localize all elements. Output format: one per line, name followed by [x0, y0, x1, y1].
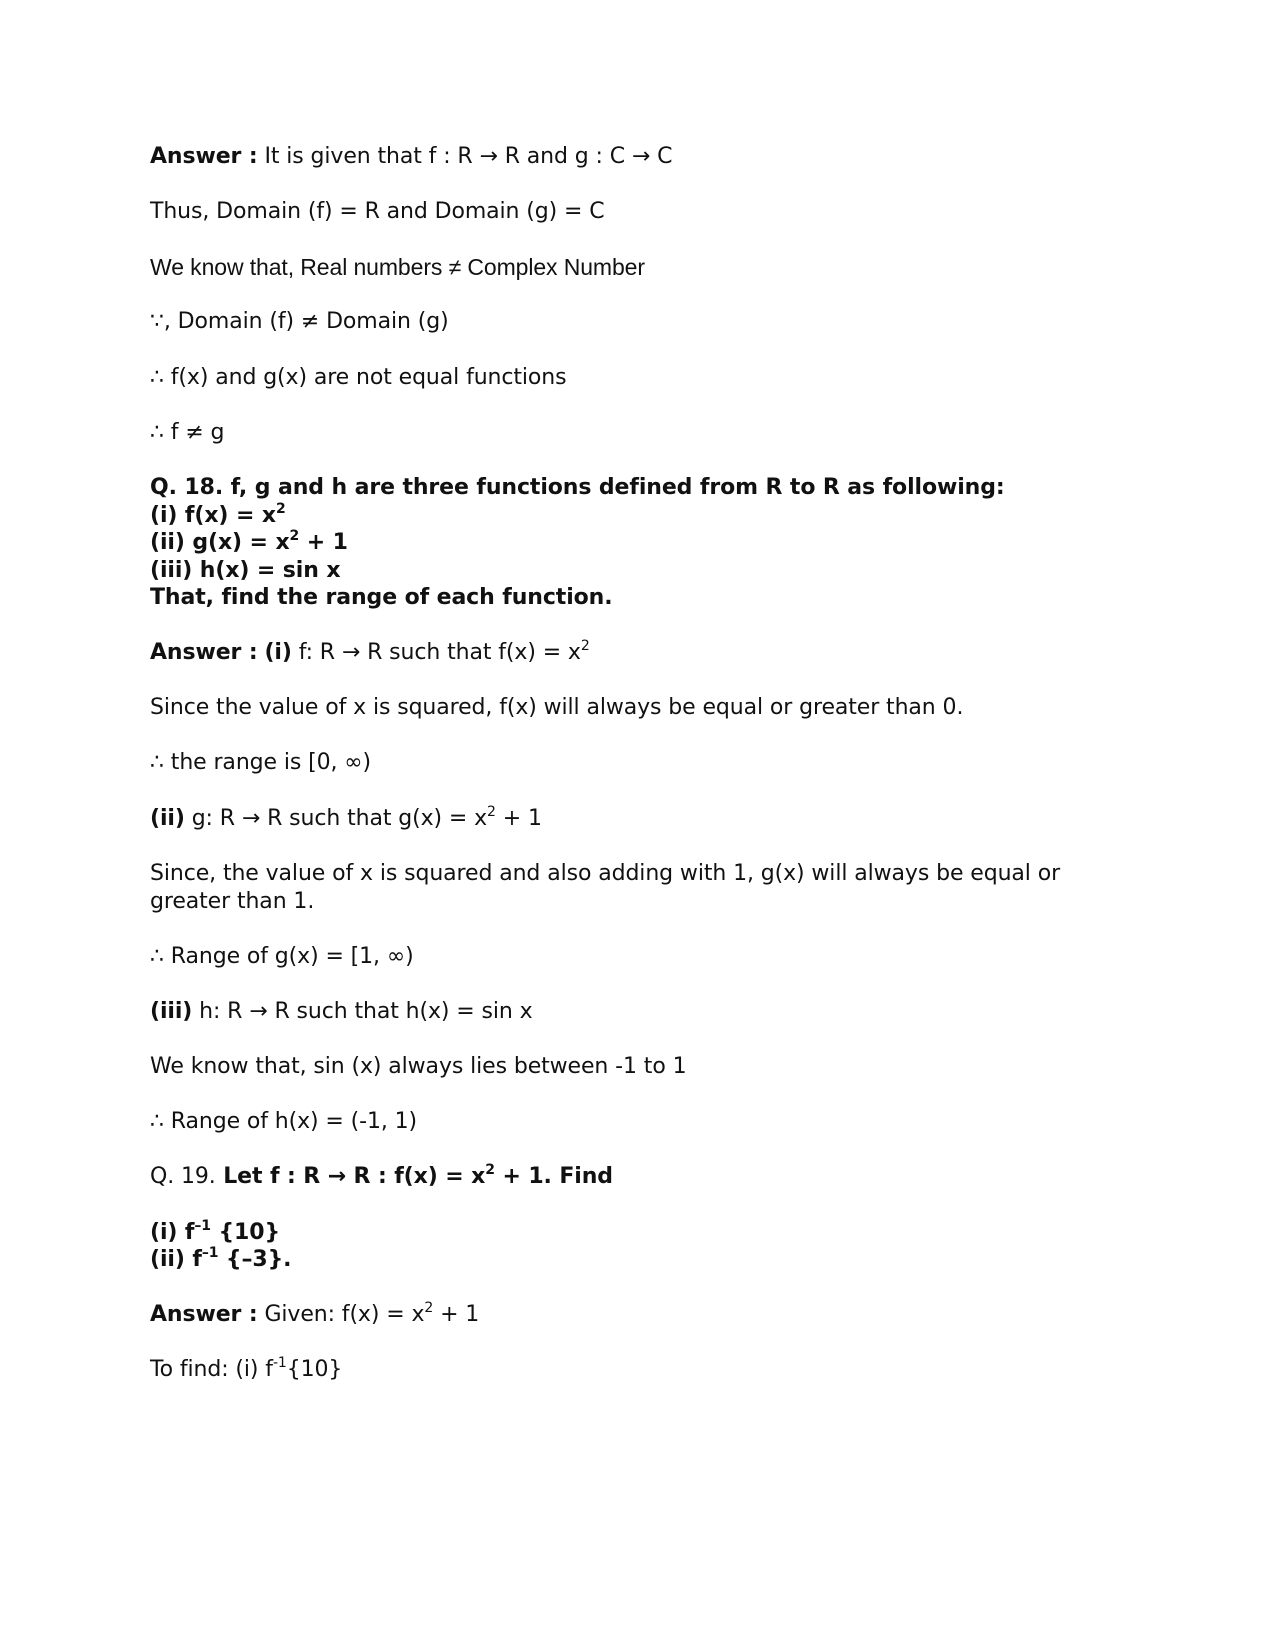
answer-18-range-i: ∴ the range is [0, ∞) [150, 750, 371, 775]
answer-17-intro [150, 143, 672, 171]
answer-text: It is given that f : R → R and g : C → C [264, 144, 673, 169]
question-19-part-ii: (ii) $f^{-1}$ {–3}. [150, 1245, 292, 1272]
answer-19-to-find: To find: (i) $f^{-1}\{10\}$ [150, 1355, 343, 1382]
answer-18-part-i: Answer : (i) f: R → R such that $f(x) = x^2$ [150, 638, 590, 665]
answer-18-part-iii: (iii) h: R → R such that h(x) = sin x [150, 999, 533, 1024]
question-19-part-i: (i) $f^{-1}$ {10} [150, 1218, 281, 1245]
question-18-instruction: That, find the range of each function. [150, 585, 613, 610]
not-equal-functions-statement: ∴ f(x) and g(x) are not equal functions [150, 365, 567, 390]
answer-18-part-ii: (ii) g: R → R such that $g(x) = x^2 + 1$ [150, 804, 542, 831]
answer-19-given: Answer : Given: $f(x) = x^2 + 1$ [150, 1300, 480, 1327]
answer-18-range-ii: ∴ Range of g(x) = [1, ∞) [150, 944, 414, 969]
domain-statement: Thus, Domain (f) = R and Domain (g) = C [150, 199, 605, 224]
f-not-equal-g-statement: ∴ f ≠ g [150, 420, 225, 445]
because-domain-statement: ∵, Domain (f) ≠ Domain (g) [150, 309, 449, 334]
answer-18-reason-iii: We know that, sin (x) always lies between -1 to 1 [150, 1054, 687, 1079]
question-18-part-i: (i) $f(x) = x^2$ [150, 501, 286, 528]
answer-18-reason-i: Since the value of x is squared, f(x) will always be equal or greater than 0. [150, 695, 964, 720]
question-18-part-ii: (ii) $g(x) = x^2 + 1$ [150, 528, 348, 555]
real-vs-complex-statement: We know that, Real numbers ≠ Complex Number [150, 254, 645, 280]
question-19-heading: Q. 19. Let f : R → R : $f(x) = x^2 + 1$. Find [150, 1162, 613, 1189]
question-18-part-iii: (iii) h(x) = sin x [150, 558, 341, 583]
answer-18-range-iii: ∴ Range of h(x) = (-1, 1) [150, 1109, 418, 1134]
question-18-heading: Q. 18. f, g and h are three functions defined from R to R as following: [150, 475, 1005, 500]
answer-18-reason-ii: Since, the value of x is squared and also adding with 1, g(x) will always be equal or greater than 1. [150, 861, 1061, 914]
answer-label: Answer : [150, 144, 258, 169]
